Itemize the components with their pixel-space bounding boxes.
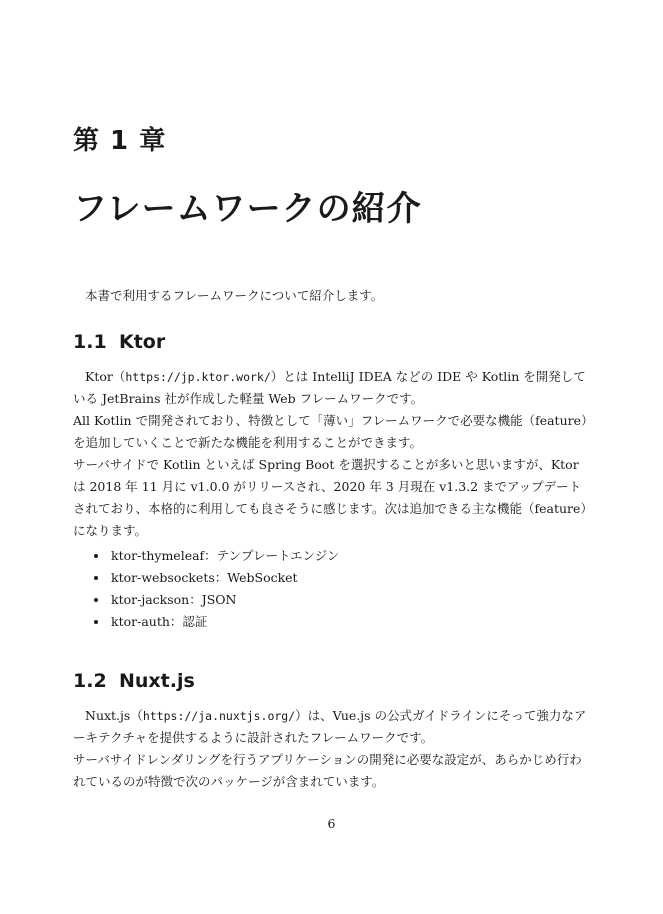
nuxt-body (73, 705, 593, 793)
list-item: ktor-thymeleaf：テンプレートエンジン (73, 545, 339, 567)
ktor-body (73, 366, 593, 542)
section-title: Ktor (119, 331, 166, 353)
list-item: ktor-auth：認証 (73, 611, 339, 633)
feature-list (73, 545, 339, 633)
ktor-paragraph-3: サーバサイドで Kotlin といえば Spring Boot を選択することが多いと思いますが、Ktor は 2018 年 11 月に v1.0.0 がリリースされ、2020 年 3 月現在 v1.3.2 までアップデートされており、本格的に利用しても良さそうに感じます。次は追加できる主な機能（feature）になります。 (73, 457, 593, 538)
page-number: 6 (327, 816, 336, 831)
ktor-paragraph-2: All Kotlin で開発されており、特徴として「薄い」フレームワークで必要な機能（feature）を追加していくことで新たな機能を利用することができます。 (73, 413, 588, 450)
section-number: 1.1 (73, 331, 107, 353)
list-item: ktor-websockets：WebSocket (73, 567, 339, 589)
list-item: ktor-jackson：JSON (73, 589, 339, 611)
intro-paragraph: 本書で利用するフレームワークについて紹介します。 (85, 288, 384, 303)
section-title: Nuxt.js (119, 670, 195, 692)
nuxt-paragraph-2: サーバサイドレンダリングを行うアプリケーションの開発に必要な設定が、あらかじめ行われているのが特徴で次のパッケージが含まれています。 (73, 752, 582, 789)
nuxt-url-link[interactable]: https://ja.nuxtjs.org/ (142, 709, 296, 723)
chapter-label: 第 1 章 (73, 126, 167, 156)
ktor-url-link[interactable]: https://jp.ktor.work/ (125, 370, 271, 384)
ktor-paragraph-1: Ktor（https://jp.ktor.work/）とは IntelliJ IDEA などの IDE や Kotlin を開発している JetBrains 社が作成した軽量 Web フレームワークです。 (73, 369, 586, 406)
section-number: 1.2 (73, 670, 107, 692)
chapter-title: フレームワークの紹介 (73, 189, 422, 229)
section-heading-ktor (73, 331, 165, 353)
nuxt-paragraph-1: Nuxt.js（https://ja.nuxtjs.org/）は、Vue.js の公式ガイドラインにそって強力なアーキテクチャを提供するように設計されたフレームワークです。 (73, 708, 587, 745)
section-heading-nuxtjs (73, 670, 195, 692)
